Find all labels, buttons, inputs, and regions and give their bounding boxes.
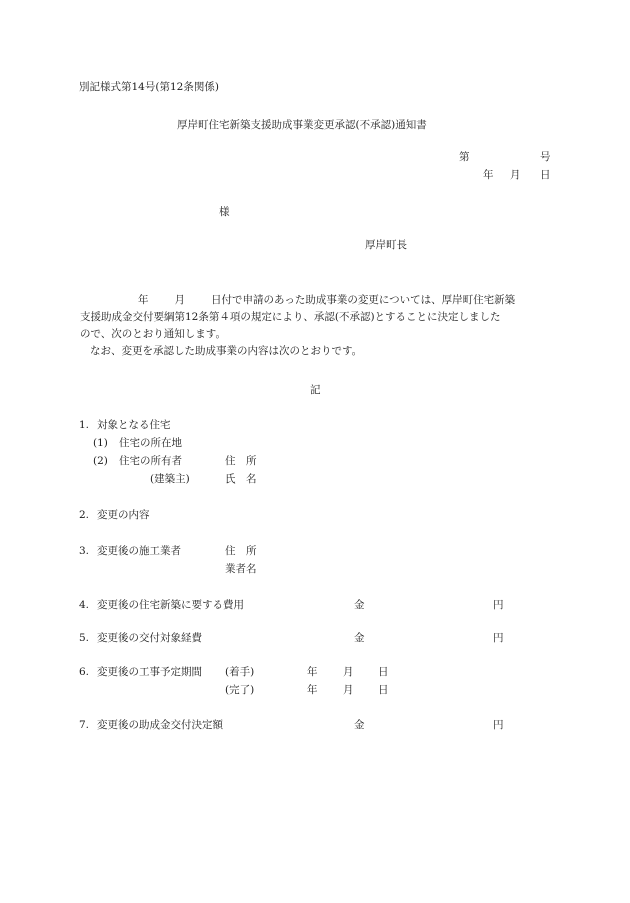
body-month: 月 <box>174 294 185 306</box>
item1-address-label: 住 所 <box>225 455 257 467</box>
item7-kin: 金 <box>354 719 365 731</box>
body-line-4: なお、変更を承認した助成事業の内容は次のとおりです。 <box>90 345 363 357</box>
item6-end-month: 月 <box>343 684 354 696</box>
item3-address-label: 住 所 <box>225 545 257 557</box>
body-year: 年 <box>138 294 149 306</box>
item7-label: 変更後の助成金交付決定額 <box>97 719 223 731</box>
document-title: 厚岸町住宅新築支援助成事業変更承認(不承認)通知書 <box>177 119 427 131</box>
item5-number: 5. <box>79 632 90 644</box>
ki-heading: 記 <box>310 384 321 396</box>
item3-company-label: 業者名 <box>225 563 257 575</box>
number-prefix: 第 <box>459 151 470 163</box>
addressee-honorific: 様 <box>219 206 230 218</box>
item4-yen: 円 <box>493 599 504 611</box>
body-line-1 <box>80 292 560 309</box>
item7-yen: 円 <box>493 719 504 731</box>
item1-sub2-number: (2) <box>93 455 108 467</box>
item1-builder-paren: (建築主) <box>150 473 190 485</box>
item6-end-day: 日 <box>378 684 389 696</box>
date-month: 月 <box>510 169 521 181</box>
item6-end-label: (完了) <box>225 684 255 696</box>
sender-name: 厚岸町長 <box>365 239 407 251</box>
item1-sub1-number: (1) <box>93 437 108 449</box>
body-line-2: 支援助成金交付要綱第12条第４項の規定により、承認(不承認)とすることに決定しました <box>80 311 501 323</box>
item1-name-label: 氏 名 <box>225 473 257 485</box>
item1-sub2-label: 住宅の所有者 <box>119 455 182 467</box>
item3-number: 3. <box>79 545 90 557</box>
item3-label: 変更後の施工業者 <box>97 545 181 557</box>
body-line-3: ので、次のとおり通知します。 <box>80 328 226 340</box>
date-year: 年 <box>483 169 494 181</box>
body-text <box>80 292 560 360</box>
body-line-1-text: 日付で申請のあった助成事業の変更については、厚岸町住宅新築 <box>211 294 516 306</box>
item6-number: 6. <box>79 666 90 678</box>
item6-label: 変更後の工事予定期間 <box>97 666 202 678</box>
item5-label: 変更後の交付対象経費 <box>97 632 202 644</box>
item1-label: 対象となる住宅 <box>97 419 171 431</box>
item4-number: 4. <box>79 599 90 611</box>
item1-sub1-label: 住宅の所在地 <box>119 437 182 449</box>
item1-number: 1. <box>79 419 90 431</box>
form-label: 別記様式第14号(第12条関係) <box>79 81 219 93</box>
item2-label: 変更の内容 <box>97 509 150 521</box>
item6-start-month: 月 <box>343 666 354 678</box>
item2-number: 2. <box>79 509 90 521</box>
number-suffix: 号 <box>540 151 551 163</box>
item6-start-day: 日 <box>378 666 389 678</box>
item6-start-year: 年 <box>307 666 318 678</box>
item7-number: 7. <box>79 719 90 731</box>
item5-yen: 円 <box>493 632 504 644</box>
item6-start-label: (着手) <box>225 666 255 678</box>
item4-kin: 金 <box>354 599 365 611</box>
date-day: 日 <box>540 169 551 181</box>
item5-kin: 金 <box>354 632 365 644</box>
item6-end-year: 年 <box>307 684 318 696</box>
item4-label: 変更後の住宅新築に要する費用 <box>97 599 244 611</box>
